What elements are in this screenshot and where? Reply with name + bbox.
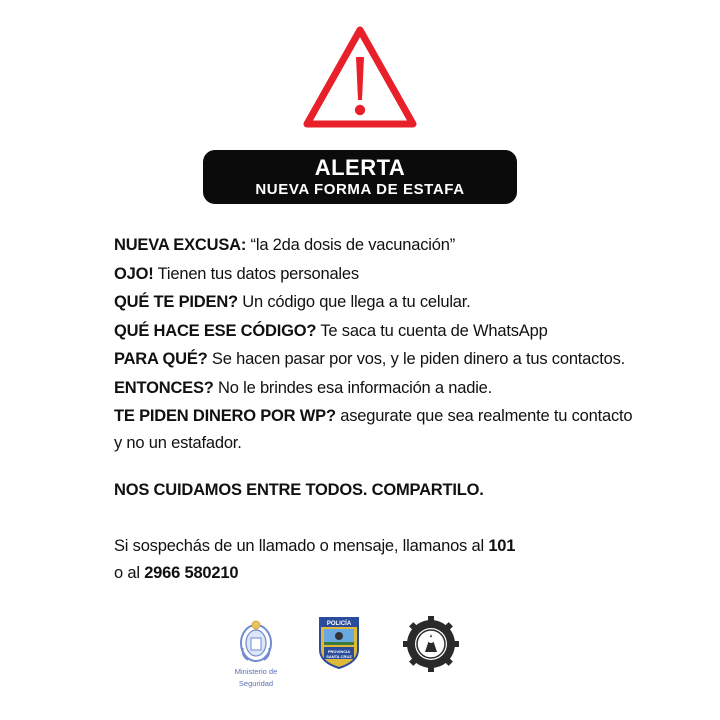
- detail-label: OJO!: [114, 264, 154, 283]
- detail-label: TE PIDEN DINERO POR WP?: [114, 407, 336, 425]
- detail-text: Se hacen pasar por vos, y le piden dinero a tus contactos.: [207, 350, 626, 368]
- police-shield-region: SANTA CRUZ: [326, 654, 352, 659]
- detail-line: [114, 231, 674, 260]
- detail-label: PARA QUÉ?: [114, 350, 208, 368]
- detail-line: [114, 374, 674, 403]
- detail-continuation: y no un estafador.: [114, 433, 242, 452]
- detail-text: Tienen tus datos personales: [153, 264, 359, 283]
- detail-text: Te saca tu cuenta de WhatsApp: [316, 321, 548, 340]
- contact-text: o al: [114, 564, 145, 582]
- gear-badge-icon: [403, 616, 459, 672]
- ministerio-caption-2: Seguridad: [238, 679, 274, 688]
- police-shield-text: POLICÍA: [326, 621, 352, 627]
- detail-text: asegurate que sea realmente tu contacto: [335, 407, 633, 425]
- ministerio-seguridad-logo: [226, 618, 286, 692]
- alert-subtitle: NUEVA FORMA DE ESTAFA: [255, 181, 465, 198]
- detail-text: “la 2da dosis de vacunación”: [246, 236, 456, 254]
- police-shield-province: PROVINCIA: [327, 649, 351, 654]
- contact-line-2: [114, 560, 515, 587]
- ministerio-caption-1: Ministerio de: [234, 667, 278, 676]
- scam-details: [114, 231, 674, 457]
- alert-title: ALERTA: [314, 155, 406, 180]
- phone-number: 2966 580210: [144, 564, 239, 582]
- detail-line: [114, 345, 674, 374]
- detail-label: ENTONCES?: [114, 378, 214, 397]
- detail-label: NUEVA EXCUSA:: [114, 236, 247, 254]
- detail-text: Un código que llega a tu celular.: [237, 293, 471, 311]
- provincial-coat-of-arms-icon: [238, 618, 274, 664]
- detail-line: [114, 402, 674, 431]
- emergency-number: 101: [488, 537, 516, 555]
- contact-text: Si sospechás de un llamado o mensaje, llamanos al: [114, 537, 489, 555]
- detail-line: [114, 260, 674, 289]
- contact-info: [114, 533, 515, 587]
- warning-triangle-icon: [301, 24, 419, 132]
- detail-text: No le brindes esa información a nadie.: [213, 378, 493, 397]
- detail-line: [114, 288, 674, 317]
- police-shield-icon: [317, 614, 361, 670]
- share-call-to-action: NOS CUIDAMOS ENTRE TODOS. COMPARTILO.: [114, 481, 484, 499]
- alert-banner: [203, 150, 517, 204]
- detail-label: QUÉ TE PIDEN?: [114, 293, 238, 311]
- detail-label: QUÉ HACE ESE CÓDIGO?: [114, 321, 317, 340]
- detail-line: [114, 317, 674, 346]
- contact-line-1: [114, 533, 515, 560]
